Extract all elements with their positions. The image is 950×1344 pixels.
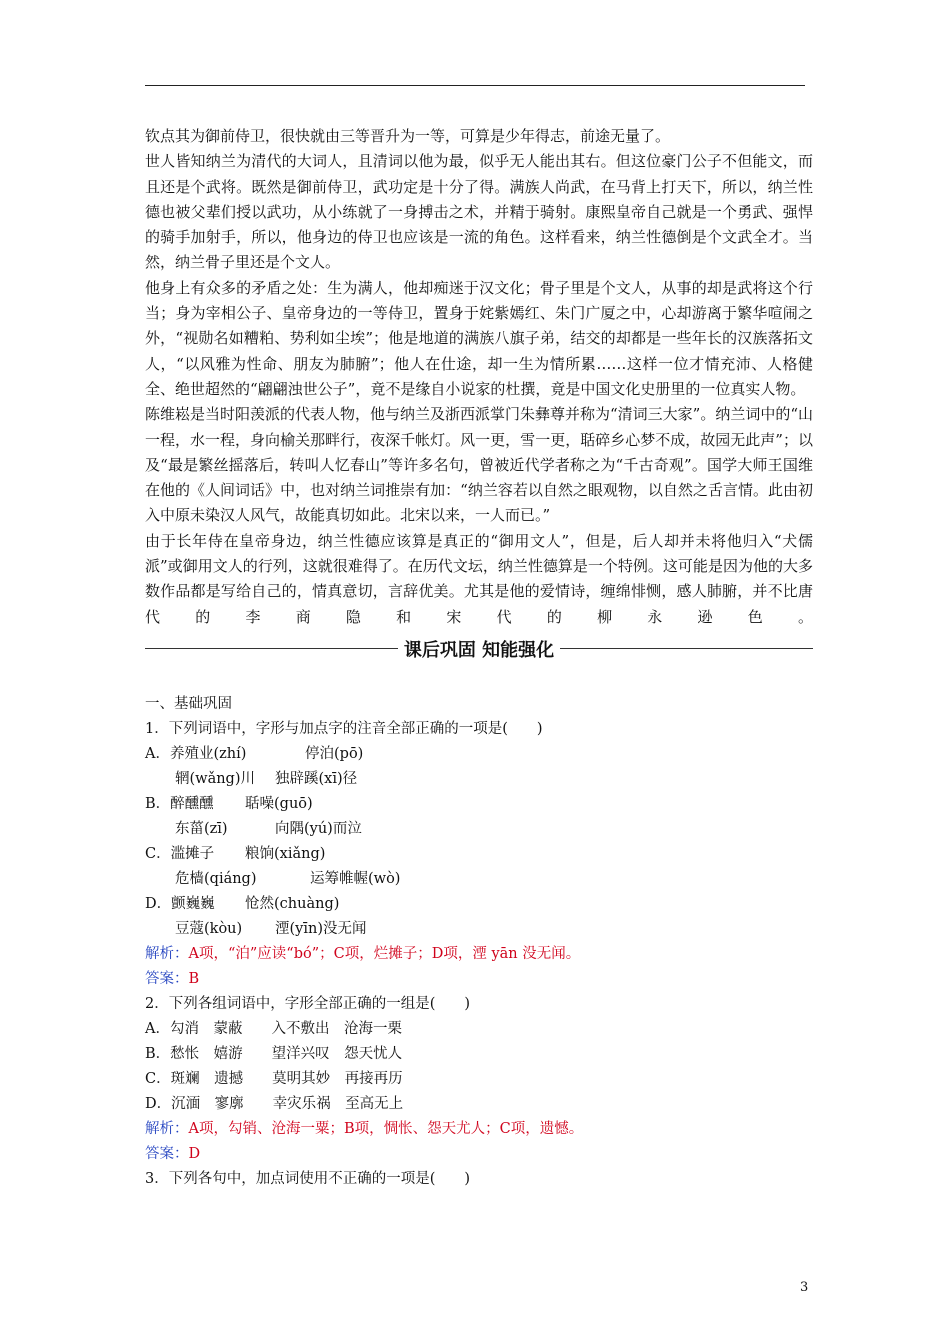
q1-a-word-3: 辋(wǎng)川 bbox=[175, 770, 255, 787]
analysis-text: A项，勾销、沧海一粟；B项，惆怅、怨天尤人；C项，遗憾。 bbox=[188, 1120, 584, 1137]
question-1-option-a bbox=[145, 742, 813, 767]
q1-c-word-2: 粮饷(xiǎng) bbox=[245, 845, 326, 862]
answer-label: 答案： bbox=[145, 1145, 189, 1162]
passage-paragraph-3: 他身上有众多的矛盾之处：生为满人，他却痴迷于汉文化；骨子里是个文人，从事的却是武将这个行当；身为宰相公子、皇帝身边的一等侍卫，置身于姹紫嫣红、朱门广厦之中，心却游离于繁华喧闹之外，“视勋名如糟粕、势利如尘埃”；他是地道的满族八旗子弟，结交的却都是一些年长的汉族落拓文人，“以风雅为性命、朋友为肺腑”；他人在仕途，却一生为情所累……这样一位才情充沛、人格健全、绝世超然的“翩翩浊世公子”，竟不是缘自小说家的杜撰，竟是中国文化史册里的一位真实人物。 bbox=[145, 278, 813, 398]
question-2-option-d: D．沉湎 寥廓 幸灾乐祸 至高无上 bbox=[145, 1095, 404, 1112]
page-number: 3 bbox=[800, 1280, 809, 1295]
question-1-option-c-row2 bbox=[145, 867, 813, 892]
question-3-stem: 3．下列各句中，加点词使用不正确的一项是( ) bbox=[145, 1170, 471, 1187]
page-content bbox=[145, 124, 813, 1192]
question-2-option-b: B．愁怅 嬉游 望洋兴叹 怨天忧人 bbox=[145, 1045, 403, 1062]
passage-paragraph-4: 陈维崧是当时阳羡派的代表人物，他与纳兰及浙西派掌门朱彝尊并称为“清词三大家”。纳兰词中的“山一程，水一程，身向榆关那畔行，夜深千帐灯。风一更，雪一更，聒碎乡心梦不成，故园无此声”；以及“最是繁丝摇落后，转叫人忆春山”等许多名句，曾被近代学者称之为“千古奇观”。国学大师王国维在他的《人间词话》中，也对纳兰词推崇有加：“纳兰容若以自然之眼观物，以自然之舌言情。此由初入中原未染汉人风气，故能真切如此。北宋以来，一人而已。” bbox=[145, 405, 814, 525]
q1-b-word-2: 聒噪(guō) bbox=[245, 795, 313, 812]
answer-label: 答案： bbox=[145, 970, 189, 987]
question-1-stem: 1．下列词语中，字形与加点字的注音全部正确的一项是( ) bbox=[145, 720, 543, 737]
question-2-answer bbox=[145, 1142, 813, 1167]
header-rule bbox=[145, 85, 805, 86]
q1-a-word-4: 独辟蹊(xī)径 bbox=[275, 770, 358, 787]
question-1-option-c bbox=[145, 842, 813, 867]
q1-b-word-4: 向隅(yú)而泣 bbox=[275, 820, 362, 837]
section-banner bbox=[145, 632, 813, 666]
question-1-analysis bbox=[145, 942, 813, 967]
section-title: 课后巩固 知能强化 bbox=[403, 639, 555, 661]
question-1-option-b-row2 bbox=[145, 817, 813, 842]
q1-c-word-1: C．滥摊子 bbox=[145, 845, 215, 862]
section-rule-right bbox=[560, 648, 813, 649]
q1-b-word-1: B．醉醺醺 bbox=[145, 795, 214, 812]
part-heading: 一、基础巩固 bbox=[145, 695, 232, 712]
answer-text: D bbox=[188, 1145, 201, 1162]
q1-b-word-3: 东菑(zī) bbox=[175, 820, 228, 837]
question-1-option-d-row2 bbox=[145, 917, 813, 942]
analysis-label: 解析： bbox=[145, 945, 189, 962]
question-1-option-a-row2 bbox=[145, 767, 813, 792]
question-2-option-a: A．勾消 蒙蔽 入不敷出 沧海一栗 bbox=[145, 1020, 402, 1037]
q1-c-word-3: 危樯(qiáng) bbox=[175, 870, 257, 887]
q1-d-word-2: 怆然(chuàng) bbox=[245, 895, 340, 912]
q1-d-word-1: D．颤巍巍 bbox=[145, 895, 215, 912]
analysis-text: A项，“泊”应读“bó”；C项，烂摊子；D项，湮 yān 没无闻。 bbox=[188, 945, 581, 962]
question-2-option-c: C．斑斓 遗撼 莫明其妙 再接再历 bbox=[145, 1070, 403, 1087]
q1-d-word-3: 豆蔻(kòu) bbox=[175, 920, 243, 937]
passage-paragraph-5: 由于长年侍在皇帝身边，纳兰性德应该算是真正的“御用文人”，但是，后人却并未将他归入“犬儒派”或御用文人的行列，这就很难得了。在历代文坛，纳兰性德算是一个特例。这可能是因为他的大多数作品都是写给自己的，情真意切，言辞优美。尤其是他的爱情诗，缠绵悱恻，感人肺腑，并不比唐代的李商隐和宋代的柳永逊色。 bbox=[145, 531, 813, 626]
question-1-answer bbox=[145, 967, 813, 992]
answer-text: B bbox=[188, 970, 200, 987]
question-1-option-b bbox=[145, 792, 813, 817]
passage-paragraph-2: 世人皆知纳兰为清代的大词人，且清词以他为最，似乎无人能出其右。但这位豪门公子不但能文，而且还是个武将。既然是御前侍卫，武功定是十分了得。满族人尚武，在马背上打天下，所以，纳兰性德也被父辈们授以武功，从小练就了一身搏击之术，并精于骑射。康熙皇帝自己就是一个勇武、强悍的骑手加射手，所以，他身边的侍卫也应该是一流的角色。这样看来，纳兰性德倒是个文武全才。当然，纳兰骨子里还是个文人。 bbox=[145, 152, 813, 272]
section-rule-left bbox=[145, 648, 398, 649]
q1-d-word-4: 湮(yīn)没无闻 bbox=[275, 920, 367, 937]
analysis-label: 解析： bbox=[145, 1120, 189, 1137]
question-2-stem: 2．下列各组词语中，字形全部正确的一组是( ) bbox=[145, 995, 471, 1012]
question-2-analysis bbox=[145, 1117, 813, 1142]
question-1-option-d bbox=[145, 892, 813, 917]
q1-c-word-4: 运筹帷幄(wò) bbox=[310, 870, 401, 887]
q1-a-word-1: A．养殖业(zhí) bbox=[145, 745, 247, 762]
passage-paragraph-1: 钦点其为御前侍卫，很快就由三等晋升为一等，可算是少年得志，前途无量了。 bbox=[145, 127, 671, 145]
q1-a-word-2: 停泊(pō) bbox=[305, 745, 364, 762]
